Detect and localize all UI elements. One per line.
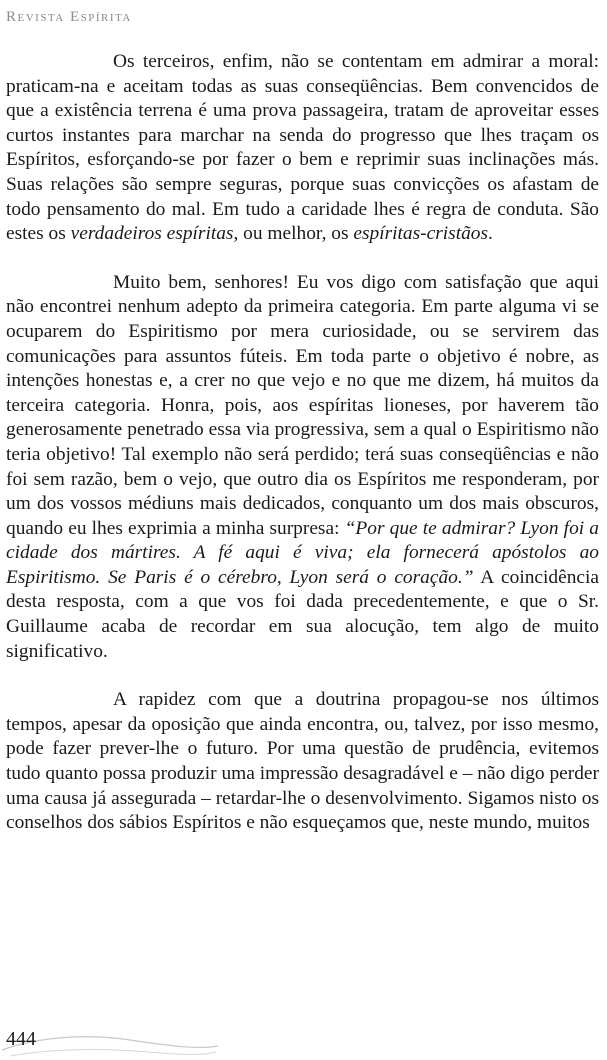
- paragraph-2: [6, 271, 599, 665]
- paragraph-1: [6, 50, 599, 247]
- paragraph-3: [6, 688, 599, 836]
- page-body: [6, 50, 599, 836]
- page-number: 444: [6, 1028, 36, 1050]
- paragraph-1-text-c: .: [488, 223, 493, 245]
- running-header: Revista Espírita: [6, 9, 132, 25]
- paragraph-1-italic-b: espíritas-cristãos: [353, 223, 489, 245]
- paragraph-1-text-b: , ou melhor, os: [233, 223, 354, 245]
- paragraph-2-text-a: Muito bem, senhores! Eu vos digo com satisfação que aqui não encontrei nenhum adepto da primeira categoria. Em parte alguma vi se ocuparem do Espiritismo por mera curiosidade, ou se servirem das comunicações para assuntos fúteis. Em toda parte o objetivo é nobre, as intenções honestas e, a crer no que vejo e no que me dizem, há muitos da terceira categoria. Honra, pois, aos espíritas lioneses, por haverem tão generosamente penetrado essa via progressiva, sem a qual o Espiritismo não teria objetivo! Tal exemplo não será perdido; terá suas conseqüências e não foi sem razão, bem o vejo, que outro dia os Espíritos me responderam, por um dos vossos médiuns mais dedicados, conquanto um dos mais obscuros, quando eu lhes exprimia a minha surpresa:: [6, 271, 599, 539]
- paragraph-1-text-a: Os terceiros, enfim, não se contentam em admirar a moral: praticam-na e aceitam todas as suas conseqüências. Bem convencidos de que a existência terrena é uma prova passageira, tratam de aproveitar esses curtos instantes para marchar na senda do progresso que lhes traçam os Espíritos, esforçando-se por fazer o bem e reprimir suas inclinações más. Suas relações são sempre seguras, porque suas convicções os afastam de todo pensamento do mal. Em tudo a caridade lhes é regra de conduta. São estes os: [6, 51, 599, 245]
- paragraph-1-italic-a: verdadeiros espíritas: [70, 223, 234, 245]
- paragraph-2-quote: “Por que te admirar? Lyon foi a cidade dos mártires. A fé aqui é viva; ela fornecerá apóstolos ao Espiritismo. Se Paris é o cérebro, Lyon será o coração.”: [6, 517, 599, 588]
- paragraph-3-text-a: A rapidez com que a doutrina propagou-se nos últimos tempos, apesar da oposição que ainda encontra, ou, talvez, por isso mesmo, pode fazer prever-lhe o futuro. Por uma questão de prudência, evitemos tudo quanto possa produzir uma impressão desagradável e – não digo perder uma causa já assegurada – retardar-lhe o desenvolvimento. Sigamos nisto os conselhos dos sábios Espíritos e não esqueçamos que, neste mundo, muitos: [6, 689, 599, 834]
- paragraph-2-text-b: A coincidência desta resposta, com a que vos foi dada precedentemente, e que o Sr. Guillaume acaba de recordar em sua alocução, tem algo de muito significativo.: [6, 566, 599, 662]
